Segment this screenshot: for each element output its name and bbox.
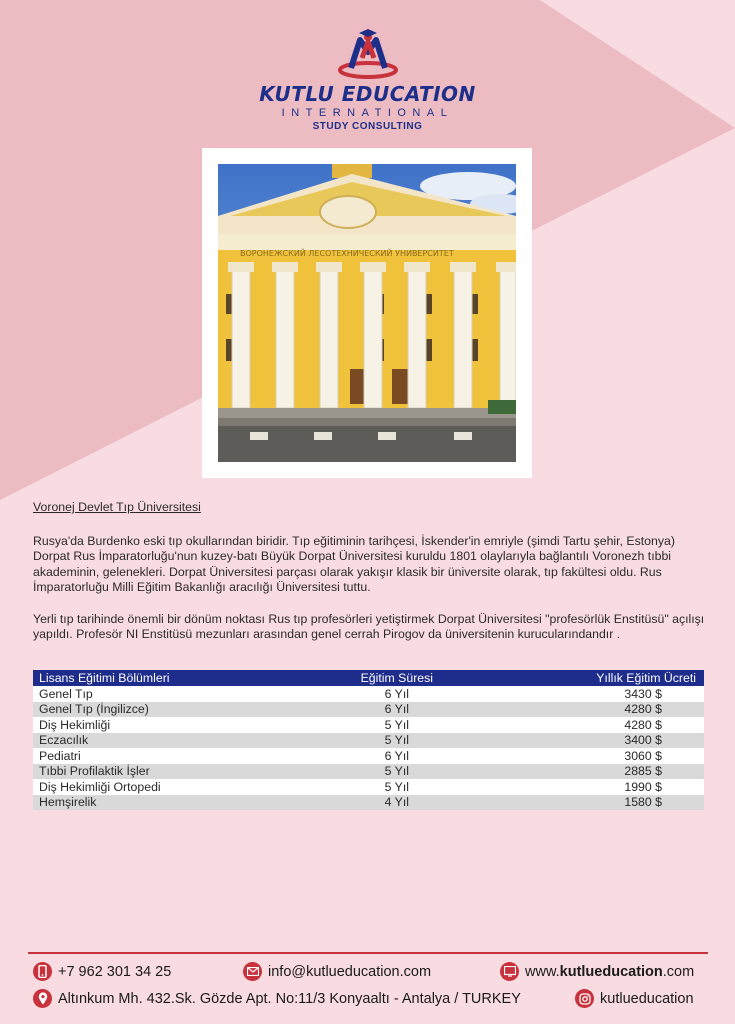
table-row [33, 764, 704, 780]
cell-duration: 5 Yıl [314, 717, 480, 733]
address-text: Altınkum Mh. 432.Sk. Gözde Apt. No:11/3 Konyaaltı - Antalya / TURKEY [58, 990, 521, 1007]
cell-duration: 5 Yıl [314, 733, 480, 749]
table-row [33, 795, 704, 811]
cell-duration: 6 Yıl [314, 748, 480, 764]
instagram-handle[interactable]: kutlueducation [600, 990, 694, 1007]
logo-emblem-icon [333, 28, 403, 84]
table-row [33, 686, 704, 702]
phone-icon [33, 962, 52, 981]
cell-fee: 4280 $ [480, 702, 704, 718]
table-row [33, 733, 704, 749]
cell-fee: 3400 $ [480, 733, 704, 749]
footer-website[interactable] [500, 962, 694, 981]
phone-number[interactable]: +7 962 301 34 25 [58, 963, 172, 980]
footer-address [33, 989, 521, 1008]
brand-name: KUTLU EDUCATION [259, 82, 476, 106]
article-paragraph-1: Rusya'da Burdenko eski tıp okullarından biridir. Tıp eğitiminin tarihçesi, İskender'in emriyle (şimdi Tartu şehir, Estonya) Dorpat Rus İmparatorluğu'nun kuzey-batı Büyük Dorpat Üniversitesi kuruldu 1801 olaylarıyla bağlantılı Voronezh tıbbi akademinin, gelenekleri. Dorpat Üniversitesi parçası olarak yakışır klasik bir üniversite olarak, tıp fakültesi oldu. Rus İmparatorluğu Milli Eğitim Bakanlığı aracılığı Üniversitesi tuttu. [33, 533, 675, 594]
email-address[interactable]: info@kutlueducation.com [268, 963, 432, 980]
instagram-icon [575, 989, 594, 1008]
article [33, 500, 705, 659]
header-fee: Yıllık Eğitim Ücreti [480, 670, 704, 686]
article-title: Voronej Devlet Tıp Üniversitesi [33, 500, 201, 514]
cell-duration: 6 Yıl [314, 686, 480, 702]
table-row [33, 702, 704, 718]
university-building-photo [218, 164, 516, 462]
header-duration: Eğitim Süresi [314, 670, 480, 686]
mail-icon [243, 962, 262, 981]
cell-fee: 2885 $ [480, 764, 704, 780]
cell-department: Diş Hekimliği [33, 717, 314, 733]
logo [0, 28, 735, 132]
table-row [33, 717, 704, 733]
cell-duration: 5 Yıl [314, 779, 480, 795]
cell-department: Hemşirelik [33, 795, 314, 811]
header-department: Lisans Eğitimi Bölümleri [33, 670, 314, 686]
article-paragraph-2: Yerli tıp tarihinde önemli bir dönüm noktası Rus tıp profesörleri yetiştirmek Dorpat Üniversitesi "profesörlük Enstitüsü" açılışı yapıldı. Profesör NI Enstitüsü mezunları arasından genel cerrah Pirogov da üniversitenin kurucularındandır . [33, 611, 705, 641]
photo-frame [202, 148, 532, 478]
web-icon [500, 962, 519, 981]
building-sign-text: ВОРОНЕЖСКИЙ ЛЕСОТЕХНИЧЕСКИЙ УНИВЕРСИТЕТ [240, 249, 454, 258]
cell-department: Pediatri [33, 748, 314, 764]
footer-email[interactable] [243, 962, 431, 981]
location-pin-icon [33, 989, 52, 1008]
footer-phone[interactable] [33, 962, 171, 981]
website-suffix[interactable]: .com [662, 963, 695, 980]
programs-table [33, 670, 704, 810]
brand-study-consulting: STUDY CONSULTING [312, 121, 423, 132]
cell-duration: 6 Yıl [314, 702, 480, 718]
cell-duration: 4 Yıl [314, 795, 480, 811]
cell-department: Tıbbi Profilaktik İşler [33, 764, 314, 780]
cell-department: Diş Hekimliği Ortopedi [33, 779, 314, 795]
brand-international: INTERNATIONAL [281, 107, 454, 119]
footer-instagram[interactable] [575, 989, 694, 1008]
website-domain[interactable]: kutlueducation [559, 963, 663, 980]
cell-fee: 4280 $ [480, 717, 704, 733]
table-header-row [33, 670, 704, 686]
website-prefix[interactable]: www. [525, 963, 560, 980]
cell-department: Eczacılık [33, 733, 314, 749]
cell-department: Genel Tıp [33, 686, 314, 702]
cell-duration: 5 Yıl [314, 764, 480, 780]
footer-divider [28, 952, 708, 954]
cell-fee: 3430 $ [480, 686, 704, 702]
cell-fee: 3060 $ [480, 748, 704, 764]
table-row [33, 779, 704, 795]
cell-fee: 1580 $ [480, 795, 704, 811]
table-row [33, 748, 704, 764]
cell-fee: 1990 $ [480, 779, 704, 795]
cell-department: Genel Tıp (İngilizce) [33, 702, 314, 718]
